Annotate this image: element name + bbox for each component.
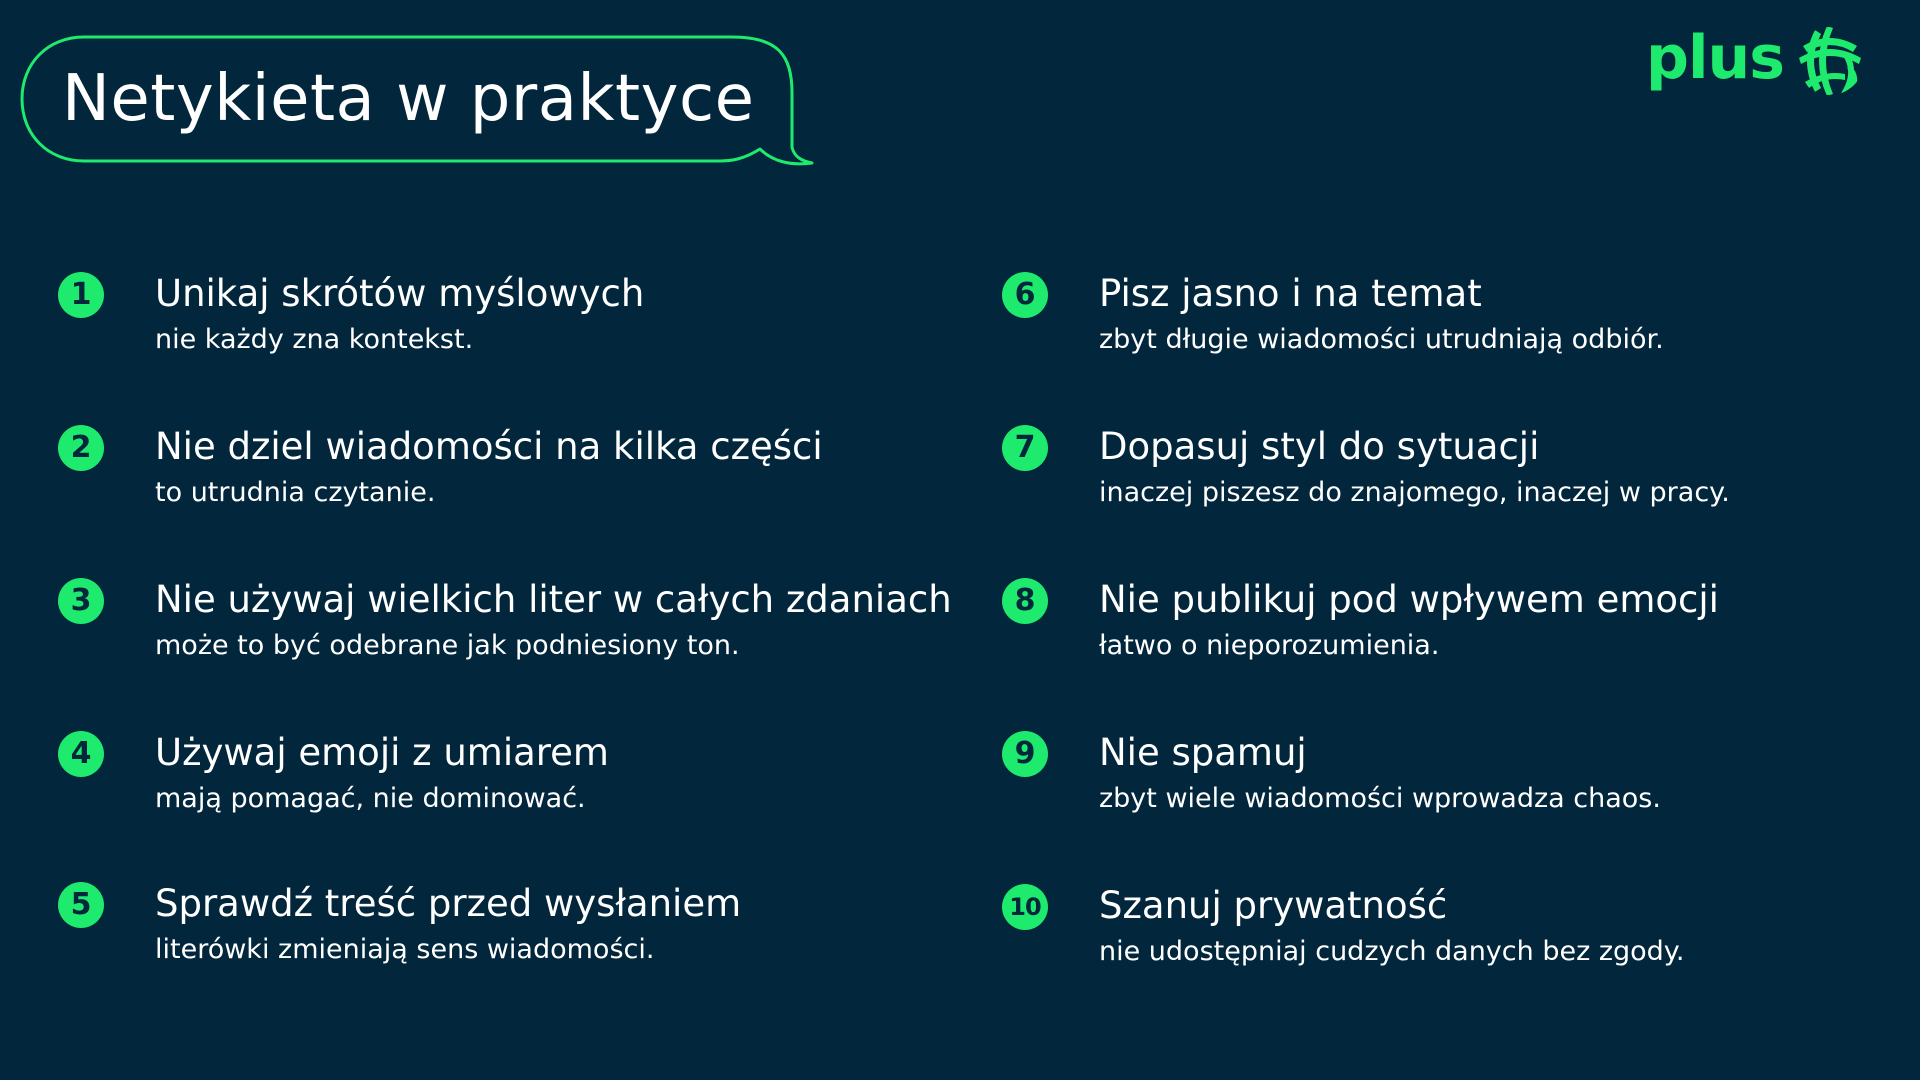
item-title: Szanuj prywatność xyxy=(1099,884,1448,927)
item-title: Sprawdź treść przed wysłaniem xyxy=(155,882,742,925)
number-badge: 4 xyxy=(58,731,104,777)
item-description: literówki zmieniają sens wiadomości. xyxy=(155,934,655,965)
item-title: Dopasuj styl do sytuacji xyxy=(1099,425,1540,468)
item-title: Unikaj skrótów myślowych xyxy=(155,272,645,315)
logo-wordmark: plus xyxy=(1646,23,1784,93)
number-badge: 3 xyxy=(58,578,104,624)
item-title: Nie spamuj xyxy=(1099,731,1307,774)
title-bubble xyxy=(20,35,815,165)
item-title: Nie używaj wielkich liter w całych zdaniach xyxy=(155,578,952,621)
list-item xyxy=(1002,574,1882,684)
number-badge: 8 xyxy=(1002,578,1048,624)
item-description: to utrudnia czytanie. xyxy=(155,477,436,508)
item-description: łatwo o nieporozumienia. xyxy=(1099,630,1440,661)
list-item xyxy=(58,727,918,837)
list-item xyxy=(1002,268,1882,378)
item-title: Używaj emoji z umiarem xyxy=(155,731,609,774)
list-item xyxy=(1002,727,1882,837)
plus-logo xyxy=(1640,22,1880,100)
list-item xyxy=(58,878,918,988)
number-badge: 10 xyxy=(1002,884,1048,930)
item-description: zbyt wiele wiadomości wprowadza chaos. xyxy=(1099,783,1661,814)
list-item xyxy=(1002,880,1882,990)
plus-logo-icon xyxy=(1795,26,1865,96)
number-badge: 7 xyxy=(1002,425,1048,471)
item-description: nie udostępniaj cudzych danych bez zgody. xyxy=(1099,936,1685,967)
number-badge: 9 xyxy=(1002,731,1048,777)
item-description: może to być odebrane jak podniesiony ton. xyxy=(155,630,740,661)
number-badge: 1 xyxy=(58,272,104,318)
list-item xyxy=(58,574,952,684)
item-description: zbyt długie wiadomości utrudniają odbiór. xyxy=(1099,324,1664,355)
page-title: Netykieta w praktyce xyxy=(62,62,755,136)
item-description: inaczej piszesz do znajomego, inaczej w pracy. xyxy=(1099,477,1730,508)
list-item xyxy=(58,421,918,531)
item-description: mają pomagać, nie dominować. xyxy=(155,783,586,814)
item-title: Nie dziel wiadomości na kilka części xyxy=(155,425,823,468)
number-badge: 6 xyxy=(1002,272,1048,318)
item-description: nie każdy zna kontekst. xyxy=(155,324,474,355)
item-title: Pisz jasno i na temat xyxy=(1099,272,1482,315)
number-badge: 5 xyxy=(58,882,104,928)
list-item xyxy=(1002,421,1882,531)
item-title: Nie publikuj pod wpływem emocji xyxy=(1099,578,1719,621)
list-item xyxy=(58,268,918,378)
number-badge: 2 xyxy=(58,425,104,471)
